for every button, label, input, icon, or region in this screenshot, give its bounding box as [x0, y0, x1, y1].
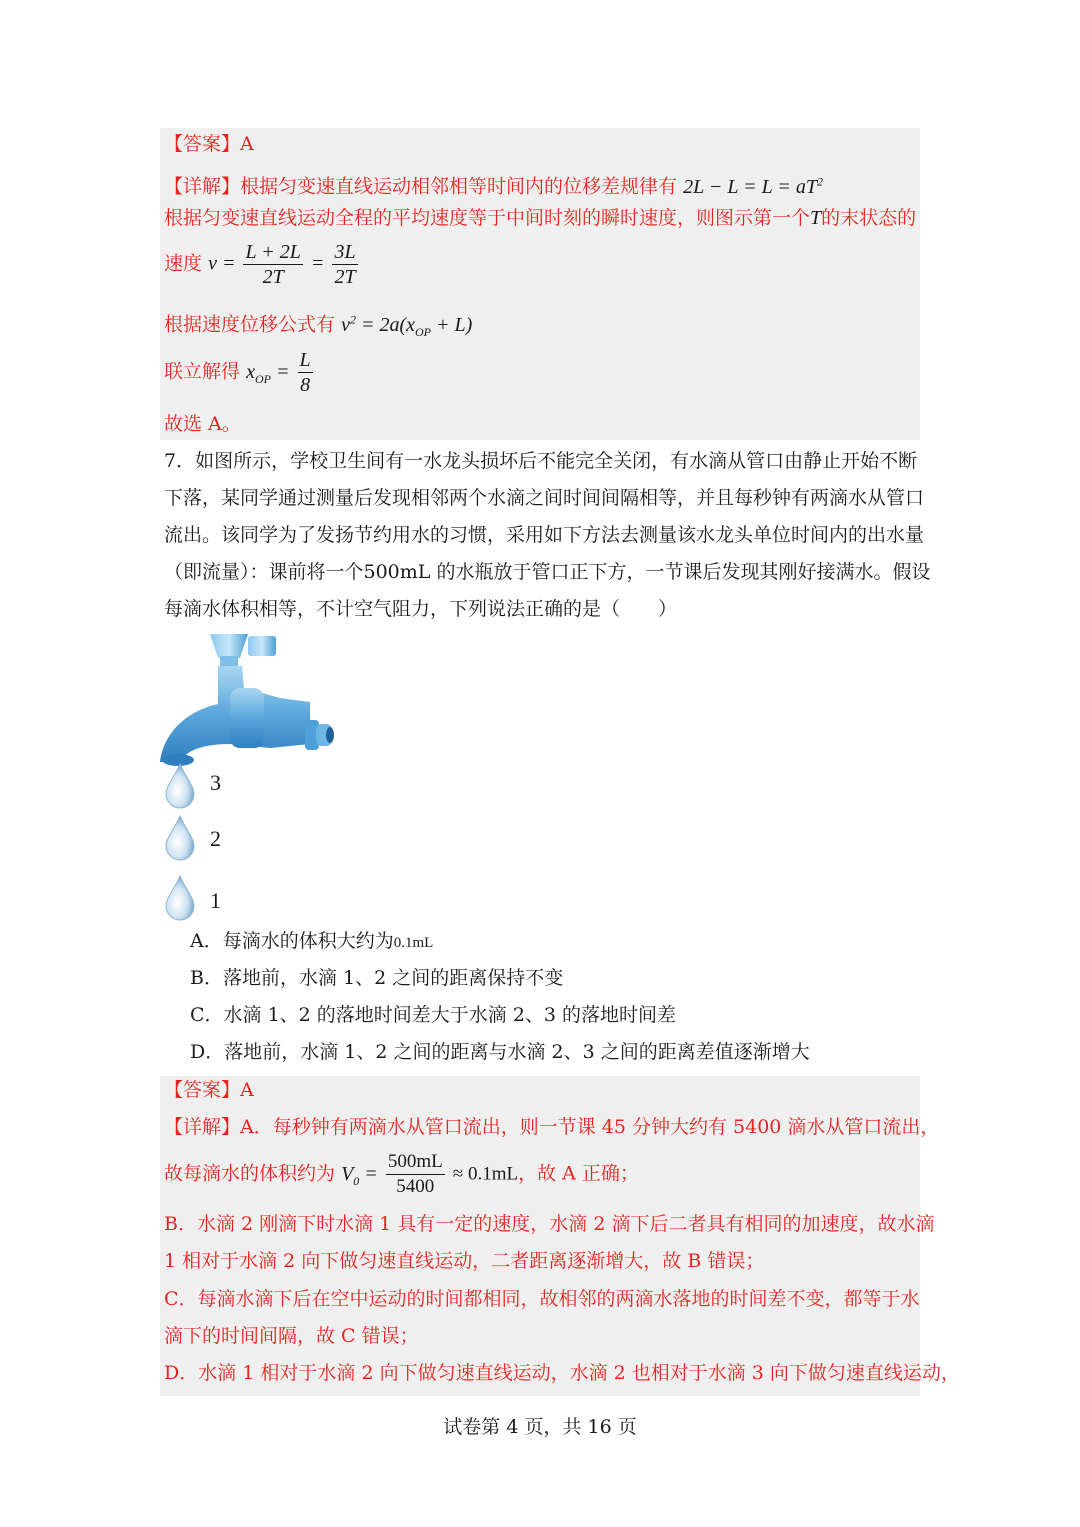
q7-detail-line-5: C．每滴水滴下后在空中运动的时间都相同，故相邻的两滴水落地的时间差不变，都等于水	[164, 1288, 920, 1310]
q7-question-line-3: 流出。该同学为了发扬节约用水的习惯，采用如下方法去测量该水龙头单位时间内的出水量	[164, 524, 925, 546]
formula-v0: $V_0$ =	[341, 1162, 378, 1188]
detail-text: 根据匀变速直线运动全程的平均速度等于中间时刻的瞬时速度，则图示第一个	[164, 207, 811, 229]
answer-tag: 【答案】	[164, 133, 241, 155]
page-footer: 试卷第 4 页，共 16 页	[443, 1416, 637, 1438]
equals-sign: =	[310, 252, 325, 275]
detail-text: 故选 A。	[164, 413, 241, 435]
q6-detail-line-3	[164, 240, 360, 289]
formula-displacement: $2L - L = L = aT^2$	[683, 174, 823, 198]
fraction-velocity-2: $\frac{3L}{2T}$	[334, 241, 356, 288]
q6-detail-line-2	[164, 205, 916, 231]
q7-detail-line-1	[164, 1114, 939, 1140]
water-drop-1-icon	[166, 876, 194, 920]
answer-value: A	[240, 133, 254, 155]
option-b: B．落地前，水滴 1、2 之间的距离保持不变	[190, 967, 564, 989]
option-c: C．水滴 1、2 的落地时间差大于水滴 2、3 的落地时间差	[190, 1004, 677, 1026]
q7-question-line-2: 下落，某同学通过测量后发现相邻两个水滴之间时间间隔相等，并且每秒钟有两滴水从管口	[164, 487, 925, 509]
detail-text: ，故 A 正确；	[518, 1162, 639, 1185]
q6-detail-line-1	[164, 168, 823, 200]
detail-text: 联立解得	[164, 360, 241, 383]
q7-question-line-1: 7．如图所示，学校卫生间有一水龙头损坏后不能完全关闭，有水滴从管口由静止开始不断	[164, 450, 918, 472]
q6-detail-line-4	[164, 306, 472, 345]
drop-label-3: 3	[210, 770, 221, 795]
q7-detail-line-4: 1 相对于水滴 2 向下做匀速直线运动，二者距离逐渐增大，故 B 错误；	[164, 1250, 765, 1272]
water-drop-2-icon	[166, 816, 194, 860]
fraction-volume: $\frac{500mL}{5400}$	[387, 1151, 443, 1197]
q7-question-line-4: （即流量）：课前将一个500mL 的水瓶放于管口正下方，一节课后发现其刚好接满水。假设	[164, 561, 931, 583]
symbol-v: v =	[208, 252, 236, 275]
detail-text: 根据匀变速直线运动相邻相等时间内的位移差规律有	[240, 175, 678, 198]
detail-text: 的末状态的	[821, 207, 917, 229]
detail-text: 速度	[164, 252, 203, 275]
q6-answer-line	[164, 131, 254, 157]
detail-tag: 【详解】	[164, 1116, 241, 1138]
drop-label-1: 1	[210, 888, 221, 913]
drop-label-2: 2	[210, 826, 221, 851]
q7-detail-line-3: B．水滴 2 刚滴下时水滴 1 具有一定的速度，水滴 2 滴下后二者具有相同的加速度，故水滴	[164, 1213, 935, 1235]
q6-detail-line-5	[164, 348, 315, 397]
q7-question-line-5: 每滴水体积相等，不计空气阻力，下列说法正确的是（ ）	[164, 598, 678, 620]
detail-text: 根据速度位移公式有	[164, 313, 336, 336]
q7-detail-line-7: D．水滴 1 相对于水滴 2 向下做匀速直线运动，水滴 2 也相对于水滴 3 向下做匀速直线运动，	[164, 1362, 960, 1384]
fraction-xop: $\frac{L}{8}$	[299, 349, 311, 396]
formula-velocity-displacement: $v^2 = 2a(x_{OP} + L)$	[341, 312, 473, 339]
q6-detail-line-6	[164, 411, 241, 437]
detail-tag: 【详解】	[164, 175, 241, 198]
water-drop-3-icon	[166, 764, 194, 808]
answer-value: A	[240, 1079, 254, 1101]
option-d: D．落地前，水滴 1、2 之间的距离与水滴 2、3 之间的距离差值逐渐增大	[190, 1041, 810, 1063]
option-a: A．每滴水的体积大约为0.1mL	[190, 930, 434, 952]
formula-xop: $x_{OP}$ =	[246, 360, 290, 386]
answer-tag: 【答案】	[164, 1079, 241, 1101]
detail-text: A．每秒钟有两滴水从管口流出，则一节课 45 分钟大约有 5400 滴水从管口流出，	[240, 1116, 940, 1138]
faucet-handle	[210, 634, 276, 666]
q7-detail-line-2	[164, 1150, 639, 1199]
q7-detail-line-6: 滴下的时间间隔，故 C 错误；	[164, 1325, 419, 1347]
detail-text: 故每滴水的体积约为	[164, 1162, 336, 1185]
faucet-figure	[160, 632, 340, 922]
symbol-T: T	[810, 207, 822, 229]
fraction-velocity-1: $\frac{L + 2L}{2T}$	[245, 241, 301, 288]
approx-value: ≈ 0.1mL	[452, 1163, 519, 1185]
q7-answer-line	[164, 1077, 254, 1103]
